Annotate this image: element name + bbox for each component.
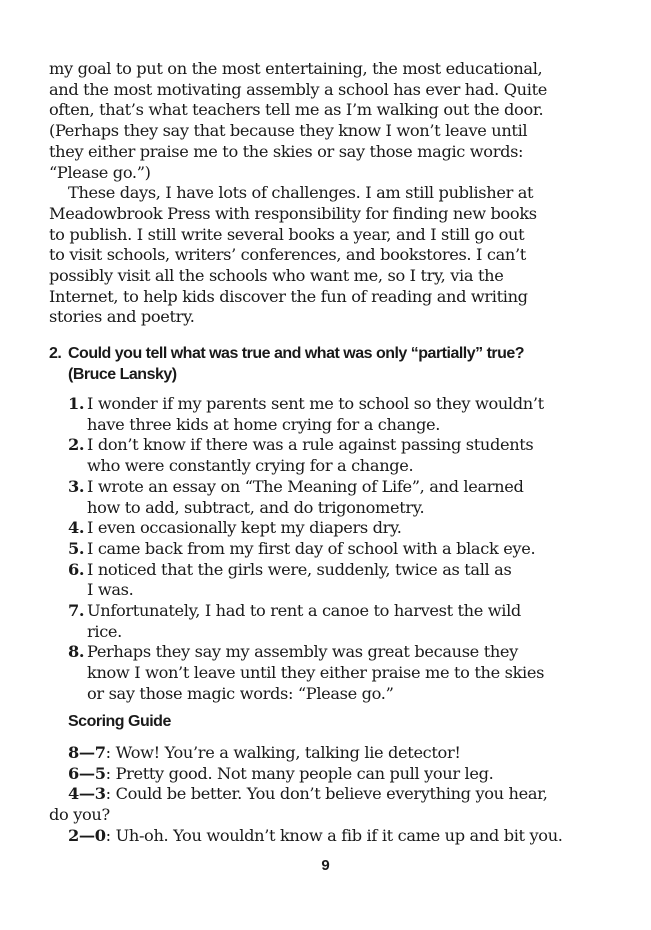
list-item xyxy=(68,518,544,539)
question-text: Could you tell what was true and what was only “partially” true? xyxy=(68,345,525,362)
list-item xyxy=(68,435,544,476)
item-text: I came back from my first day of school with a black eye. xyxy=(87,538,536,558)
scoring-guide-title: Scoring Guide xyxy=(68,713,171,730)
list-item xyxy=(68,539,544,560)
list-item xyxy=(68,601,544,642)
item-number: 1. xyxy=(68,394,85,413)
list-item xyxy=(68,642,544,704)
item-text: have three kids at home crying for a change. xyxy=(87,414,441,434)
item-text: I don’t know if there was a rule against passing students xyxy=(87,435,534,455)
item-text: I even occasionally kept my diapers dry. xyxy=(87,518,402,538)
score-continuation: do you? xyxy=(49,805,110,825)
score-entry xyxy=(49,826,563,847)
score-entry xyxy=(49,764,563,785)
text-line: to visit schools, writers’ conferences, and bookstores. I can’t xyxy=(49,245,526,265)
text-line: often, that’s what teachers tell me as I’m walking out the door. xyxy=(49,100,544,120)
item-text: Unfortunately, I had to rent a canoe to harvest the wild xyxy=(87,601,521,621)
text-line: possibly visit all the schools who want me, so I try, via the xyxy=(49,266,504,286)
item-number: 3. xyxy=(68,476,85,496)
item-number: 8. xyxy=(68,642,85,662)
score-text: : Could be better. You don’t believe everything you hear, xyxy=(105,784,548,804)
question-heading xyxy=(49,344,525,385)
text-line: stories and poetry. xyxy=(49,307,195,327)
text-line: “Please go.”) xyxy=(49,162,151,182)
score-range: 4—3 xyxy=(68,784,106,804)
scoring-guide xyxy=(49,743,563,847)
score-text: : Pretty good. Not many people can pull your leg. xyxy=(105,763,494,783)
score-range: 6—5 xyxy=(68,763,106,783)
question-number: 2. xyxy=(49,345,62,362)
item-number: 2. xyxy=(68,435,85,455)
score-range: 2—0 xyxy=(68,825,106,845)
score-text: : Wow! You’re a walking, talking lie detector! xyxy=(105,743,461,762)
item-text: I noticed that the girls were, suddenly, twice as tall as xyxy=(87,559,512,579)
item-text: know I won’t leave until they either praise me to the skies xyxy=(87,663,545,683)
item-text: I wrote an essay on “The Meaning of Life”, and learned xyxy=(87,476,524,496)
item-number: 7. xyxy=(68,601,85,621)
text-line: and the most motivating assembly a school has ever had. Quite xyxy=(49,79,547,99)
item-text: Perhaps they say my assembly was great because they xyxy=(87,642,518,662)
text-line: Meadowbrook Press with responsibility for finding new books xyxy=(49,203,537,223)
item-text: how to add, subtract, and do trigonometry. xyxy=(87,497,425,517)
list-item xyxy=(68,477,544,518)
text-line: (Perhaps they say that because they know I won’t leave until xyxy=(49,121,528,141)
text-line: Internet, to help kids discover the fun of reading and writing xyxy=(49,286,528,306)
score-range: 8—7 xyxy=(68,743,106,762)
score-entry xyxy=(49,784,563,805)
item-text: rice. xyxy=(87,621,122,641)
item-number: 4. xyxy=(68,518,85,538)
answer-list xyxy=(68,394,544,705)
intro-paragraph xyxy=(49,59,547,328)
list-item xyxy=(68,394,544,435)
score-text: : Uh-oh. You wouldn’t know a fib if it came up and bit you. xyxy=(105,825,563,845)
page-number: 9 xyxy=(321,857,330,874)
item-text: who were constantly crying for a change. xyxy=(87,456,414,476)
second-paragraph xyxy=(49,183,537,328)
question-attribution: (Bruce Lansky) xyxy=(68,365,177,383)
score-entry xyxy=(49,743,563,764)
text-line: my goal to put on the most entertaining, the most educational, xyxy=(49,59,543,78)
item-text: I wonder if my parents sent me to school so they wouldn’t xyxy=(87,394,544,413)
item-number: 6. xyxy=(68,559,85,579)
item-text: or say those magic words: “Please go.” xyxy=(87,683,394,703)
text-line: to publish. I still write several books a year, and I still go out xyxy=(49,224,525,244)
text-line: they either praise me to the skies or say those magic words: xyxy=(49,141,524,161)
item-text: I was. xyxy=(87,580,134,600)
list-item xyxy=(68,560,544,601)
item-number: 5. xyxy=(68,538,85,558)
text-line: These days, I have lots of challenges. I am still publisher at xyxy=(68,183,534,203)
